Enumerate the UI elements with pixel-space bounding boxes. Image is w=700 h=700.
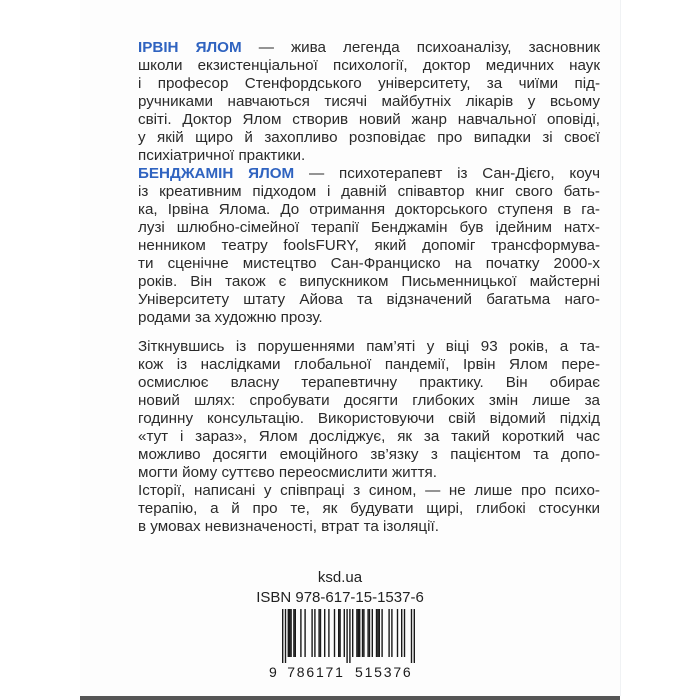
barcode-bar [318,609,319,657]
bio-text: — жива легенда психоаналізу, засновник [241,39,601,56]
barcode-bar [282,609,283,663]
barcode-bar [367,609,368,657]
text-line: у якій щиро й захопливо розповідає про випадки зі своєї [138,129,600,146]
barcode-bar [311,609,312,657]
text-line: Історії, написані у співпраці з сином, — не лише про психо- [138,482,600,499]
barcode-bar [369,609,370,657]
barcode-bar [324,609,325,657]
barcode-bar [358,609,359,657]
barcode-bar [290,609,291,657]
barcode-digits: 9 [269,664,279,680]
text-line: психіатричної практики. [138,147,306,164]
barcode-bar [377,609,378,657]
barcode-bar [363,609,364,657]
text-line: лузі шлюбно-сімейної терапії Бенджамін був ідейним натх- [138,219,600,236]
isbn-barcode [268,609,418,681]
text-line: ручниками навчаються тисячі майбутніх лікарів у всьому [138,93,600,110]
text-line: Зіткнувшись із порушеннями пам’яті у віці 93 років, а та- [138,338,600,355]
cover-bottom-edge [80,696,620,700]
text-line: школи екзистенціальної психології, доктор медичних наук [138,57,600,74]
barcode-bar [328,609,329,657]
barcode-bar [293,609,294,657]
barcode-bar [404,609,405,657]
bio-text: — психотерапевт із Сан-Дієго, коуч [294,165,601,182]
text-line: в умовах невизначеності, втрат та ізоляції. [138,518,439,535]
text-line: «тут і зараз», Ялом досліджує, як за такий короткий час [138,428,600,445]
barcode-bar [285,609,286,663]
text-line: годинну консультацію. Використовуючи свій відомий підхід [138,410,600,427]
barcode-bar [352,609,353,657]
barcode-digits: 515376 [355,664,413,680]
barcode-bar [388,609,389,657]
barcode-bar [346,609,347,663]
barcode-bar [314,609,315,657]
barcode-bar [376,609,377,657]
authors-bio [138,39,600,327]
barcode-bar [391,609,392,657]
publisher-site: ksd.ua [317,569,363,586]
text-line: років. Він також є випускником Письменницької майстерні [138,273,600,290]
text-line: Університету штату Айова та відзначений багатьма наго- [138,291,600,308]
book-description [138,338,600,536]
text-line: родами за художню прозу. [138,309,323,326]
text-line: із креативним підходом і давній співавтор книг свого бать- [138,183,600,200]
author-first-line [138,165,600,183]
barcode-bar [356,609,357,657]
barcode-bar [289,609,290,657]
barcode-bar [411,609,412,663]
barcode-bar [300,609,301,657]
author-first-line [138,39,600,57]
barcode-bar [295,609,296,657]
barcode-bar [362,609,363,657]
text-line: і професор Стенфордського університету, за чиїми під- [138,75,600,92]
barcode-bar [372,609,373,657]
barcode-bar [349,609,350,663]
text-line: ка, Ірвіна Ялома. До отримання докторського ступеня в га- [138,201,600,218]
text-line: ти сценічне мистецтво Сан-Франциско на початку 2000-х [138,255,600,272]
barcode-bar [334,609,335,657]
barcode-bar [320,609,321,657]
text-line: можливо досягти емоційного зв’язку з пацієнтом та допо- [138,446,600,463]
isbn: ISBN 978-617-15-1537-6 [256,589,424,606]
text-line: осмислює власну терапевтичну практику. Він обирає [138,374,600,391]
text-line: новий шлях: спробувати досягти глибоких змін лише за [138,392,600,409]
barcode-bar [339,609,340,657]
text-line: ненником театру foolsFURY, який допоміг трансформува- [138,237,600,254]
text-line: могти йому суттєво переосмислити життя. [138,464,437,481]
barcode-bar [397,609,398,657]
barcode-bar [288,609,289,657]
barcode-bar [338,609,339,657]
barcode-bar [344,609,345,657]
barcode-digits: 786171 [287,664,345,680]
barcode-bar [359,609,360,657]
text-line: кож із наслідками глобальної пандемії, Ірвін Ялом пере- [138,356,600,373]
barcode-bar [401,609,402,657]
barcode-bar [379,609,380,657]
author-name: ІРВІН ЯЛОМ [138,39,242,56]
text-line: терапію, а й про те, як будувати щирі, глибокі стосунки [138,500,600,517]
barcode-bar [381,609,382,657]
author-name: БЕНДЖАМІН ЯЛОМ [138,165,295,182]
barcode-bar [304,609,305,657]
barcode-bar [414,609,415,663]
text-line: світі. Доктор Ялом створив новий жанр навчальної оповіді, [138,111,600,128]
